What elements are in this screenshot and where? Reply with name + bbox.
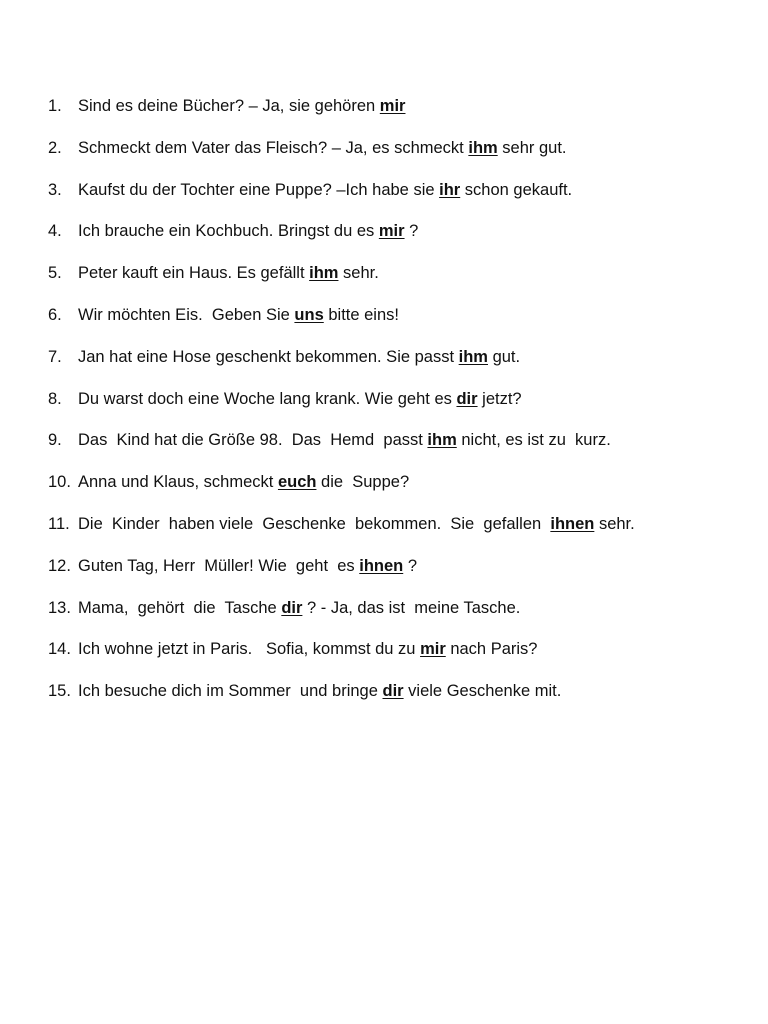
answer-word: dir <box>382 682 404 701</box>
answer-word: ihm <box>309 264 339 283</box>
item-number: 13. <box>48 598 71 617</box>
item-text <box>78 345 520 369</box>
sentence-after: sehr. <box>338 264 379 283</box>
item-text <box>78 178 572 202</box>
list-item <box>48 94 748 136</box>
list-item <box>48 219 748 261</box>
answer-word: mir <box>420 640 446 659</box>
item-text <box>78 637 537 661</box>
sentence-before: Wir möchten Eis. Geben Sie <box>78 305 295 324</box>
item-text <box>78 303 399 327</box>
item-number: 6. <box>48 305 62 324</box>
sentence-before: Guten Tag, Herr Müller! Wie geht es <box>78 556 360 575</box>
list-item <box>48 637 748 679</box>
answer-word: euch <box>277 473 317 492</box>
list-item <box>48 679 748 721</box>
list-item <box>48 345 748 387</box>
item-text <box>78 387 522 411</box>
list-item <box>48 178 748 220</box>
item-number: 5. <box>48 264 62 283</box>
sentence-before: Anna und Klaus, schmeckt <box>78 473 278 492</box>
answer-word: ihm <box>458 347 488 366</box>
answer-word: ihm <box>468 138 498 157</box>
sentence-before: Schmeckt dem Vater das Fleisch? – Ja, es schmeckt <box>78 138 469 157</box>
item-number: 15. <box>48 682 71 701</box>
sentence-after: schon gekauft. <box>460 180 573 199</box>
list-item <box>48 261 748 303</box>
sentence-before: Kaufst du der Tochter eine Puppe? –Ich habe sie <box>78 180 440 199</box>
answer-word: mir <box>379 97 406 115</box>
item-number: 10. <box>48 473 71 492</box>
item-number: 4. <box>48 222 62 241</box>
item-number: 12. <box>48 556 71 575</box>
sentence-before: Die Kinder haben viele Geschenke bekommen. Sie gefallen <box>78 514 551 533</box>
sentence-before: Ich brauche ein Kochbuch. Bringst du es <box>78 222 379 241</box>
item-number: 14. <box>48 640 71 659</box>
sentence-after: die Suppe? <box>316 473 410 492</box>
sentence-before: Sind es deine Bücher? – Ja, sie gehören <box>78 97 380 115</box>
item-text <box>78 428 611 452</box>
sentence-before: Du warst doch eine Woche lang krank. Wie geht es <box>78 389 457 408</box>
list-item <box>48 136 748 178</box>
list-item <box>48 596 748 638</box>
sentence-after: viele Geschenke mit. <box>403 682 562 701</box>
list-item <box>48 512 748 554</box>
sentence-after: bitte eins! <box>323 305 399 324</box>
exercise-list <box>48 94 748 721</box>
sentence-before: Mama, gehört die Tasche <box>78 598 282 617</box>
item-number: 7. <box>48 347 62 366</box>
answer-word: ihnen <box>550 514 595 533</box>
answer-word: dir <box>281 598 303 617</box>
sentence-after: gut. <box>487 347 521 366</box>
answer-word: uns <box>294 305 324 324</box>
sentence-after: ? <box>404 222 419 241</box>
sentence-after: sehr. <box>594 514 635 533</box>
list-item <box>48 387 748 429</box>
sentence-after: ? <box>403 556 417 575</box>
answer-word: ihr <box>439 180 461 199</box>
item-text <box>78 554 417 578</box>
list-item <box>48 428 748 470</box>
list-item <box>48 470 748 512</box>
answer-word: ihnen <box>359 556 404 575</box>
sentence-after: jetzt? <box>477 389 522 408</box>
answer-word: dir <box>456 389 478 408</box>
item-number: 1. <box>48 97 62 115</box>
item-text <box>78 679 561 703</box>
list-item <box>48 303 748 345</box>
sentence-after: sehr gut. <box>497 138 567 157</box>
item-number: 11. <box>48 514 70 533</box>
item-text <box>78 136 567 160</box>
item-text <box>78 512 635 536</box>
item-number: 9. <box>48 431 62 450</box>
item-text <box>78 596 520 620</box>
item-text <box>78 219 418 243</box>
answer-word: mir <box>378 222 405 241</box>
sentence-before: Jan hat eine Hose geschenkt bekommen. Sie passt <box>78 347 459 366</box>
item-number: 8. <box>48 389 62 408</box>
sentence-before: Ich wohne jetzt in Paris. Sofia, kommst du zu <box>78 640 421 659</box>
item-text <box>78 470 409 494</box>
item-text <box>78 261 379 285</box>
sentence-before: Peter kauft ein Haus. Es gefällt <box>78 264 310 283</box>
sentence-before: Ich besuche dich im Sommer und bringe <box>78 682 383 701</box>
answer-word: ihm <box>427 431 457 450</box>
sentence-after: nicht, es ist zu kurz. <box>456 431 611 450</box>
list-item <box>48 554 748 596</box>
item-number: 2. <box>48 138 62 157</box>
item-text <box>78 94 405 118</box>
sentence-after: nach Paris? <box>445 640 538 659</box>
sentence-before: Das Kind hat die Größe 98. Das Hemd passt <box>78 431 428 450</box>
item-number: 3. <box>48 180 62 199</box>
sentence-after: ? - Ja, das ist meine Tasche. <box>302 598 521 617</box>
